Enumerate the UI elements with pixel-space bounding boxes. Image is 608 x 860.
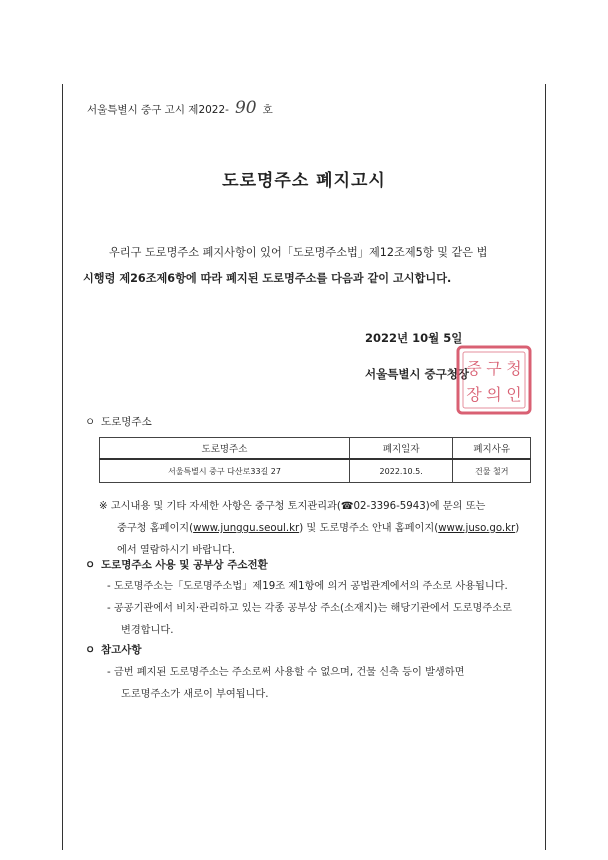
notice-number-suffix: 호 — [262, 104, 273, 116]
list-item: - 금번 폐지된 도로명주소는 주소로써 사용할 수 없으며, 건물 신축 등이 발생하면 — [107, 667, 465, 678]
inquiry-note — [99, 496, 539, 562]
handwritten-number: 90 — [234, 98, 257, 118]
svg-text:중: 중 — [466, 359, 482, 378]
notice-number — [87, 98, 273, 118]
list-item: - 도로명주소는「도로명주소법」제19조 제1항에 의거 공법관계에서의 주소로 사용됩니다. — [107, 581, 508, 592]
section-title: 도로명주소 — [101, 416, 152, 428]
document-page — [62, 84, 546, 850]
svg-text:청: 청 — [506, 359, 522, 378]
official-seal-icon — [455, 344, 533, 416]
col-header-date: 폐지일자 — [349, 438, 452, 460]
section-title: 도로명주소 사용 및 공부상 주소전환 — [101, 559, 268, 571]
cell-date: 2022.10.5. — [349, 459, 452, 483]
list-item: 변경합니다. — [121, 625, 174, 636]
section-bullet: ㅇ — [85, 644, 96, 656]
reference-items — [107, 662, 464, 706]
address-table — [99, 437, 531, 483]
document-title: 도로명주소 폐지고시 — [222, 171, 386, 191]
body-line-2: 시행령 제26조제6항에 따라 폐지된 도로명주소를 다음과 같이 고시합니다. — [83, 272, 452, 285]
section-road-address — [85, 414, 152, 429]
conversion-items — [107, 576, 512, 642]
section-reference — [85, 642, 142, 657]
note-text-2b: ) 및 도로명주소 안내 홈페이지( — [299, 523, 439, 534]
section-bullet: ㅇ — [85, 416, 96, 428]
note-text-1: 고시내용 및 기타 자세한 사항은 중구청 토지관리과(☎02-3396-5943)에 문의 또는 — [110, 501, 486, 512]
notice-date: 2022년 10월 5일 — [365, 331, 463, 345]
cell-address: 서울특별시 중구 다산로33길 27 — [100, 459, 350, 483]
note-line-1 — [99, 496, 539, 518]
note-line-3: 에서 열람하시기 바랍니다. — [117, 545, 235, 556]
svg-text:장: 장 — [466, 385, 482, 404]
issuer-name: 서울특별시 중구청장 — [365, 367, 469, 381]
cell-reason: 건물 철거 — [453, 459, 531, 483]
notice-body — [83, 240, 533, 292]
section-bullet: ㅇ — [85, 559, 96, 571]
note-text-2c: ) — [515, 523, 520, 534]
juso-homepage-link[interactable]: www.juso.go.kr — [438, 523, 516, 534]
notice-number-prefix: 서울특별시 중구 고시 제2022- — [87, 104, 229, 116]
body-line-1: 우리구 도로명주소 폐지사항이 있어「도로명주소법」제12조제5항 및 같은 법 — [109, 246, 488, 259]
svg-text:구: 구 — [486, 359, 502, 378]
svg-text:인: 인 — [506, 385, 522, 404]
note-line-2 — [99, 518, 539, 540]
table-row — [100, 459, 531, 483]
note-mark: ※ — [99, 501, 108, 512]
col-header-reason: 폐지사유 — [453, 438, 531, 460]
list-item: 도로명주소가 새로이 부여됩니다. — [121, 689, 269, 700]
junggu-homepage-link[interactable]: www.junggu.seoul.kr — [193, 523, 300, 534]
note-text-2a: 중구청 홈페이지( — [117, 523, 194, 534]
svg-text:의: 의 — [486, 385, 502, 404]
list-item: - 공공기관에서 비치‧관리하고 있는 각종 공부상 주소(소재지)는 해당기관에서 도로명주소로 — [107, 603, 512, 614]
section-address-conversion — [85, 557, 268, 572]
table-header-row — [100, 438, 531, 460]
section-title: 참고사항 — [101, 644, 142, 656]
col-header-address: 도로명주소 — [100, 438, 350, 460]
